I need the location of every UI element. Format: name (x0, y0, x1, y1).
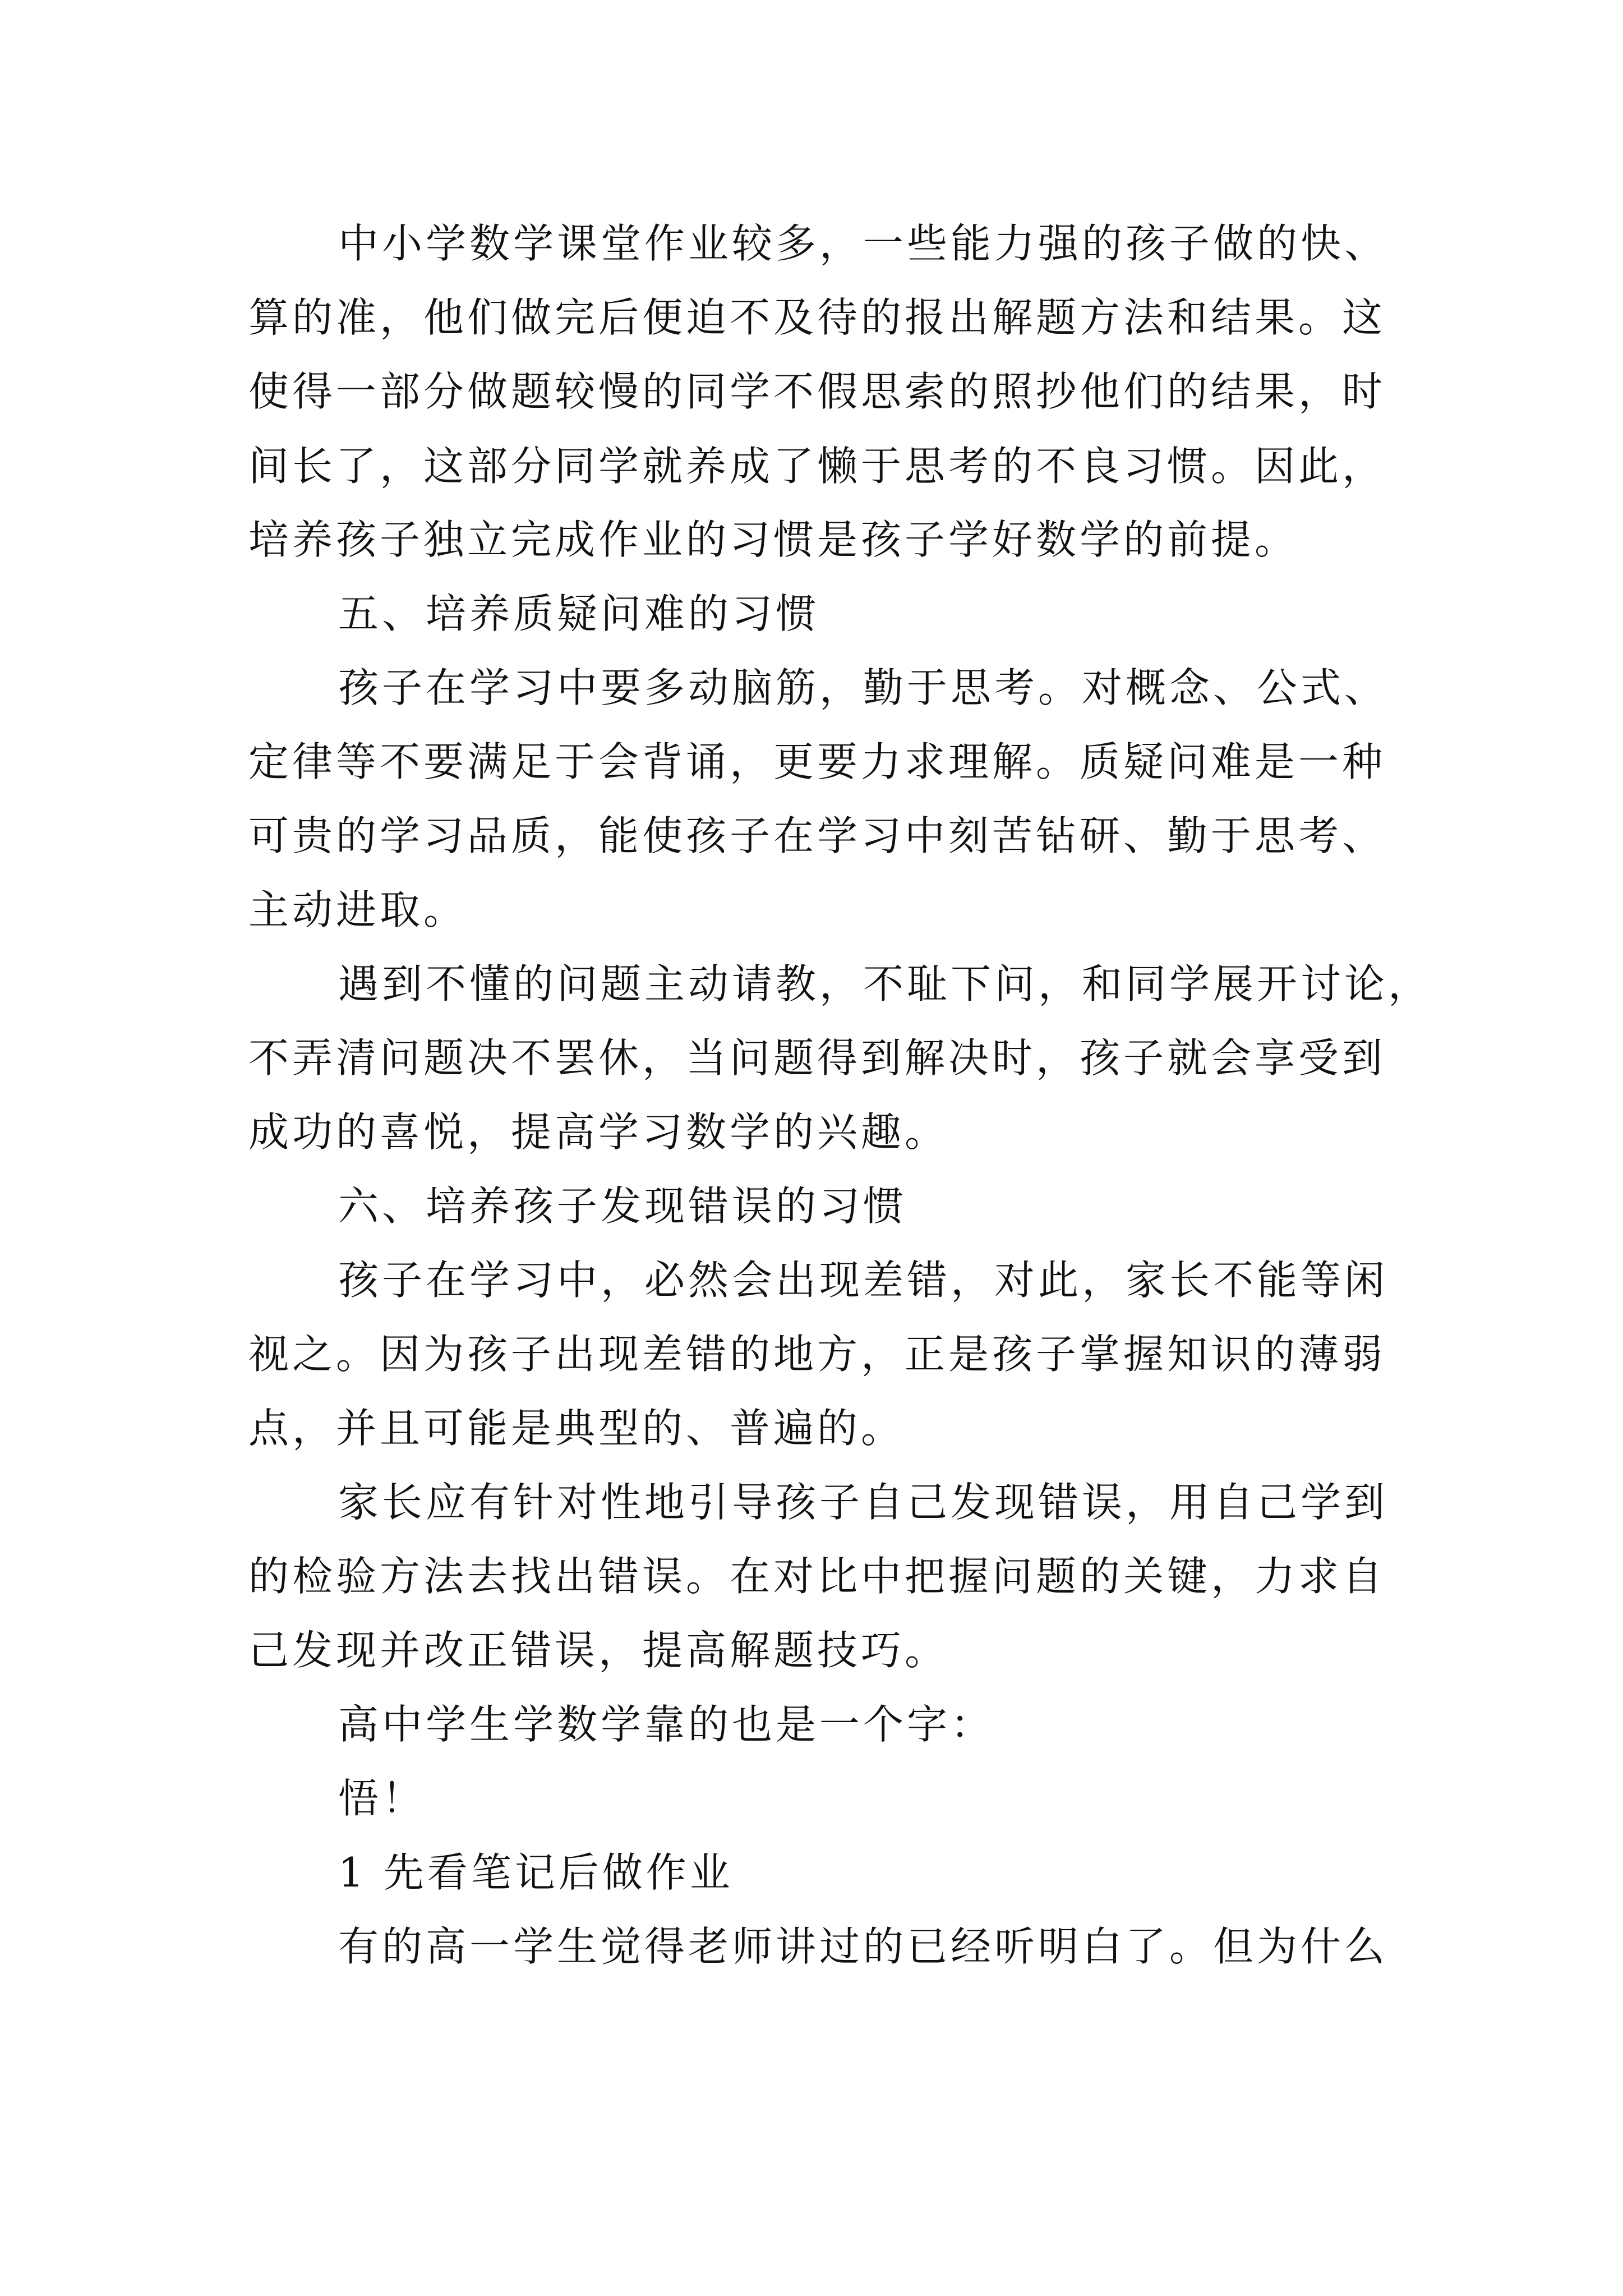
section-heading: 1 先看笔记后做作业 (338, 1849, 734, 1896)
section-heading: 六、培养孩子发现错误的习惯 (338, 1182, 907, 1230)
paragraph-line: 成功的喜悦，提高学习数学的兴趣。 (248, 1108, 949, 1156)
paragraph-line: 培养孩子独立完成作业的习惯是孩子学好数学的前提。 (248, 516, 1299, 563)
paragraph-line: 孩子在学习中，必然会出现差错，对此，家长不能等闲 (338, 1257, 1389, 1304)
paragraph-line: 孩子在学习中要多动脑筋，勤于思考。对概念、公式、 (338, 664, 1389, 711)
paragraph-line: 视之。因为孩子出现差错的地方，正是孩子掌握知识的薄弱 (248, 1331, 1386, 1378)
paragraph-line: 点，并且可能是典型的、普遍的。 (248, 1405, 905, 1452)
paragraph-line: 定律等不要满足于会背诵，更要力求理解。质疑问难是一种 (248, 738, 1386, 785)
paragraph-line: 算的准，他们做完后便迫不及待的报出解题方法和结果。这 (248, 294, 1386, 341)
paragraph-line: 己发现并改正错误，提高解题技巧。 (248, 1627, 949, 1674)
paragraph-line: 间长了，这部分同学就养成了懒于思考的不良习惯。因此， (248, 443, 1386, 490)
section-heading: 五、培养质疑问难的习惯 (338, 590, 820, 637)
paragraph-line: 高中学生学数学靠的也是一个字： (338, 1701, 995, 1748)
paragraph-line: 遇到不懂的问题主动请教，不耻下问，和同学展开讨论， (338, 960, 1432, 1007)
paragraph-line: 悟！ (338, 1775, 426, 1822)
paragraph-line: 有的高一学生觉得老师讲过的已经听明白了。但为什么 (338, 1923, 1389, 1970)
paragraph-line: 家长应有针对性地引导孩子自己发现错误，用自己学到 (338, 1479, 1389, 1526)
paragraph-line: 不弄清问题决不罢休，当问题得到解决时，孩子就会享受到 (248, 1034, 1386, 1082)
paragraph-line: 使得一部分做题较慢的同学不假思索的照抄他们的结果，时 (248, 368, 1386, 415)
paragraph-line: 中小学数学课堂作业较多，一些能力强的孩子做的快、 (338, 220, 1389, 267)
paragraph-line: 的检验方法去找出错误。在对比中把握问题的关键，力求自 (248, 1553, 1386, 1600)
paragraph-line: 可贵的学习品质，能使孩子在学习中刻苦钻研、勤于思考、 (248, 812, 1386, 859)
paragraph-line: 主动进取。 (248, 886, 468, 933)
